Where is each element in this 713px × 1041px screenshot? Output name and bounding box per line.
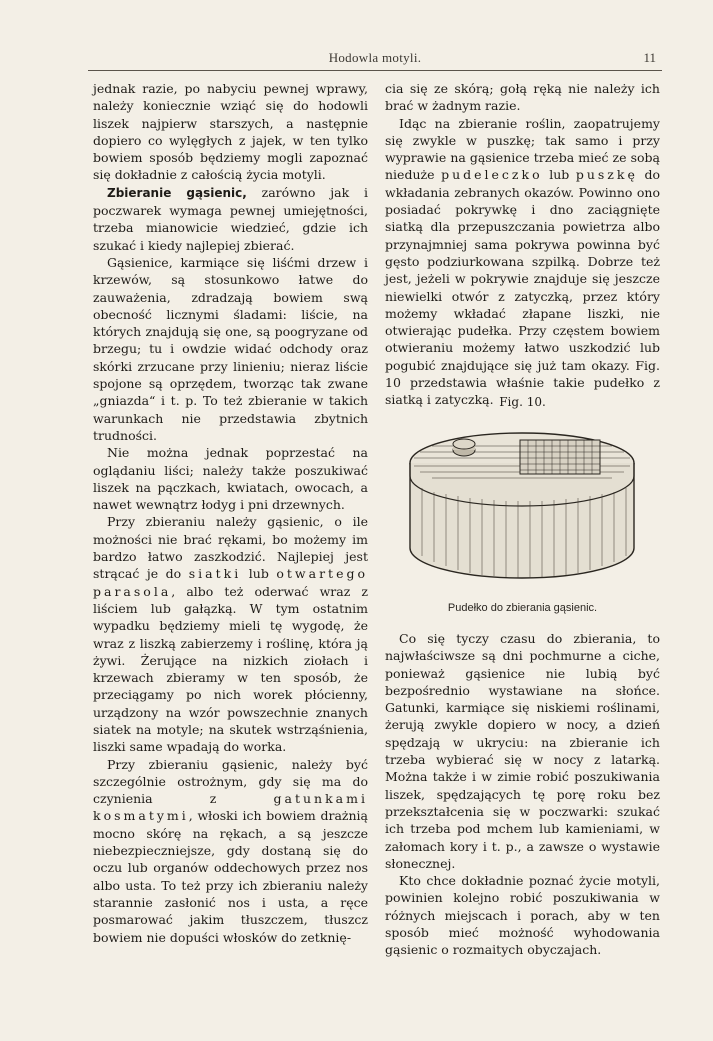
paragraph: jednak razie, po nabyciu pewnej wprawy, należy koniecznie wziąć się do hodowli liszek najpierw starszych, a następnie dopiero co wylęgłych z jajek, w ten tylko bowiem sposób będziemy mogli zapoznać się dokładnie z całością życia motyli. [93,81,368,183]
left-column [93,80,368,946]
figure-number: Fig. 10. [499,395,546,409]
box-illustration [402,418,642,593]
paragraph: Nie można jednak poprzestać na oglądaniu liści; należy także poszukiwać liszek na pączkach, kwiatach, owocach, a nawet wewnątrz łodyg i pni drzewnych. [93,445,368,513]
paragraph: Przy zbieraniu gąsienic, należy być szczególnie ostrożnym, gdy się ma do czynienia z gatunkami kosmatymi, włoski ich bowiem drażnią mocno skórę na rękach, a są jeszcze niebezpieczniejsze, gdy dostaną się do oczu lub organów oddechowych przez nos albo usta. To też przy ich zbieraniu należy starannie zasłonić nos i usta, a ręce posmarować jakim tłuszczem, tłuszcz bowiem nie dopuści włosków do zetknię- [93,756,368,945]
header-rule [88,70,662,71]
right-column-top [385,80,660,409]
page-number: 11 [643,50,656,65]
section-heading: Zbieranie gąsienic, [107,185,247,200]
figure-caption: Pudełko do zbierania gąsienic. [447,602,598,614]
running-header [88,50,662,72]
paragraph: Kto chce dokładnie poznać życie motyli, powinien kolejno robić poszukiwania w różnych miejscach i porach, aby w ten sposób mieć możność wyhodowania gąsienic o rozmaitych obyczajach. [385,873,660,958]
right-column-bottom [385,630,660,959]
paragraph: Przy zbieraniu należy gąsienic, o ile możności nie brać rękami, bo możemy im bardzo łatwo zaszkodzić. Najlepiej jest strącać je do siatki lub otwartego parasola, albo też oderwać wraz z liściem lub gałązką. W tym ostatnim wypadku będziemy mieli tę wygodę, że wraz z liszką zabierzemy i roślinę, która ją żywi. Żerujące na nizkich ziołach i krzewach zbieramy w ten sposób, że przeciągamy po nich worek płócienny, urządzony na wzór powszechnie znanych siatek na motyle; na skutek wstrząśnienia, liszki same wpadają do worka. [93,514,368,755]
running-title: Hodowla motyli. [328,50,422,65]
paragraph: cia się ze skórą; gołą ręką nie należy ich brać w żadnym razie. [385,81,660,114]
paragraph: Zbieranie gąsienic, zarówno jak i poczwarek wymaga pewnej umiejętności, trzeba mianowicie wiedzieć, gdzie ich szukać i kiedy najlepiej zbierać. [93,184,368,253]
paragraph: Gąsienice, karmiące się liśćmi drzew i krzewów, są stosunkowo łatwe do zauważenia, zdradzają bowiem swą obecność licznymi śladami: liście, na których znajdują się one, są poogryzane od brzegu; tu i owdzie widać odchody oraz skórki zrzucane przy linieniu; nieraz liście spojone są oprzędem, tworząc tak zwane „gniazda“ i t. p. To też zbieranie w takich warunkach nie przedstawia zbytnich trudności. [93,254,368,443]
paragraph: Idąc na zbieranie roślin, zaopatrujemy się zwykle w puszkę; tak samo i przy wyprawie na gąsienice trzeba mieć ze sobą nieduże pudeleczko lub puszkę do wkładania zebranych okazów. Powinno ono posiadać pokrywkę i dno zaciągnięte siatką dla przepuszczania powietrza albo przynajmniej sama pokrywa powinna być gęsto podziurkowana szpilką. Dobrze też jest, jeżeli w pokrywie znajduje się jeszcze niewielki otwór z zatyczką, przez który możemy wkładać złapane liszki, nie otwierając pudełka. Przy częstem bowiem otwieraniu możemy łatwo uszkodzić lub pogubić znajdujące się już tam okazy. Fig. 10 przedstawia właśnie takie pudełko z siatką i zatyczką. [385,115,660,408]
paragraph: Co się tyczy czasu do zbierania, to najwłaściwsze są dni pochmurne a ciche, ponieważ gąsienice nie lubią być bezpośrednio wystawiane na słońce. Gatunki, karmiące się niskiemi roślinami, żerują zwykle dopiero w nocy, a dzień spędzają w ukryciu: na zbieranie ich trzeba wybierać się w nocy z latarką. Można także i w zimie robić poszukiwania liszek, spędzających tę porę roku bez przekształcenia się w poczwarki: szukać ich trzeba pod mchem lub kamieniami, w załomach kory i t. p., a zawsze o wystawie słonecznej. [385,631,660,871]
